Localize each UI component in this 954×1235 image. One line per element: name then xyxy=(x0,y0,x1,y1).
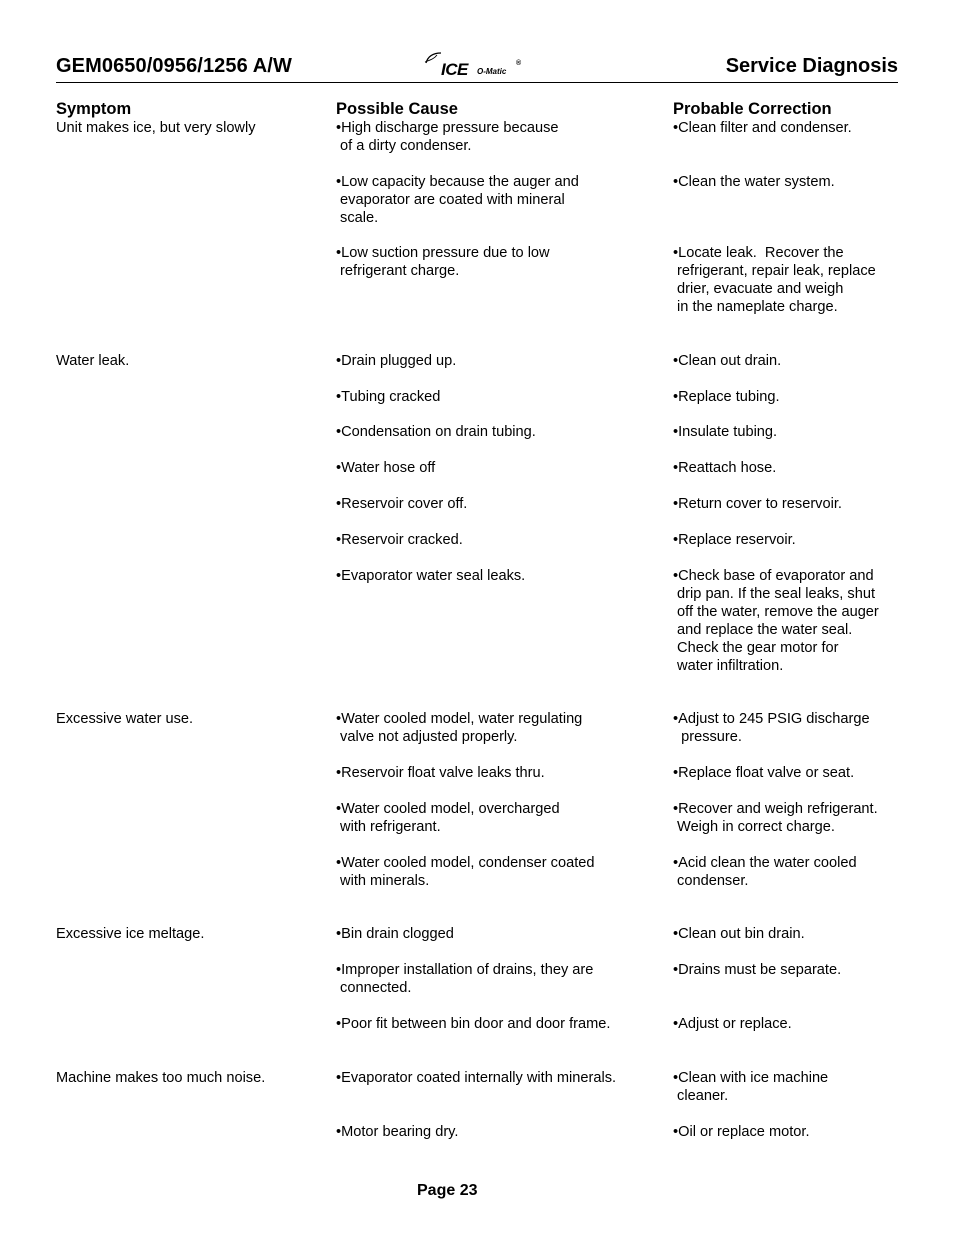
row-16-correction: •Drains must be separate. xyxy=(673,962,842,978)
row-8-cause: •Reservoir cover off. xyxy=(336,496,468,512)
row-7-cause: •Water hose off xyxy=(336,460,436,476)
row-6-correction: •Insulate tubing. xyxy=(673,424,778,440)
row-18-symptom: Machine makes too much noise. xyxy=(56,1070,266,1086)
logo-registered-mark: ® xyxy=(516,60,522,67)
logo-ice-text: ICE xyxy=(441,60,468,79)
row-18-correction: •Clean with ice machine cleaner. xyxy=(673,1070,829,1104)
row-4-correction: •Clean out drain. xyxy=(673,353,782,369)
row-17-correction: •Adjust or replace. xyxy=(673,1016,792,1032)
row-6-cause: •Condensation on drain tubing. xyxy=(336,424,536,440)
row-17-cause: •Poor fit between bin door and door frame. xyxy=(336,1016,611,1032)
row-3-correction: •Locate leak. Recover the refrigerant, repair leak, replace drier, evacuate and weigh in the nameplate charge. xyxy=(673,245,876,315)
row-2-cause: •Low capacity because the auger and evaporator are coated with mineral scale. xyxy=(336,174,579,226)
ice-o-matic-logo xyxy=(424,56,534,78)
row-12-cause: •Reservoir float valve leaks thru. xyxy=(336,765,545,781)
column-header-correction: Probable Correction xyxy=(673,100,832,118)
row-16-cause: •Improper installation of drains, they are connected. xyxy=(336,962,594,996)
column-header-symptom: Symptom xyxy=(56,100,132,118)
row-2-correction: •Clean the water system. xyxy=(673,174,835,190)
row-11-cause: •Water cooled model, water regulating valve not adjusted properly. xyxy=(336,711,583,745)
row-7-correction: •Reattach hose. xyxy=(673,460,777,476)
logo-swoosh-icon xyxy=(424,52,442,64)
row-13-correction: •Recover and weigh refrigerant. Weigh in correct charge. xyxy=(673,801,878,835)
row-1-cause: •High discharge pressure because of a dirty condenser. xyxy=(336,120,559,154)
row-8-correction: •Return cover to reservoir. xyxy=(673,496,842,512)
row-19-correction: •Oil or replace motor. xyxy=(673,1124,810,1140)
column-header-cause: Possible Cause xyxy=(336,100,458,118)
row-19-cause: •Motor bearing dry. xyxy=(336,1124,459,1140)
row-4-cause: •Drain plugged up. xyxy=(336,353,457,369)
row-4-symptom: Water leak. xyxy=(56,353,130,369)
row-18-cause: •Evaporator coated internally with minerals. xyxy=(336,1070,617,1086)
row-12-correction: •Replace float valve or seat. xyxy=(673,765,855,781)
section-title: Service Diagnosis xyxy=(725,55,898,77)
row-9-cause: •Reservoir cracked. xyxy=(336,532,463,548)
row-15-correction: •Clean out bin drain. xyxy=(673,926,805,942)
row-10-cause: •Evaporator water seal leaks. xyxy=(336,568,526,584)
row-11-correction: •Adjust to 245 PSIG discharge pressure. xyxy=(673,711,870,745)
row-14-cause: •Water cooled model, condenser coated with minerals. xyxy=(336,855,595,889)
row-1-correction: •Clean filter and condenser. xyxy=(673,120,852,136)
row-14-correction: •Acid clean the water cooled condenser. xyxy=(673,855,857,889)
logo-omatic-text: O-Matic xyxy=(477,67,507,76)
row-15-symptom: Excessive ice meltage. xyxy=(56,926,205,942)
row-13-cause: •Water cooled model, overcharged with refrigerant. xyxy=(336,801,560,835)
row-1-symptom: Unit makes ice, but very slowly xyxy=(56,120,256,136)
row-15-cause: •Bin drain clogged xyxy=(336,926,454,942)
row-5-cause: •Tubing cracked xyxy=(336,389,441,405)
row-11-symptom: Excessive water use. xyxy=(56,711,194,727)
row-10-correction: •Check base of evaporator and drip pan. If the seal leaks, shut off the water, remove the auger and replace the water seal. Check the gear motor for water infiltration. xyxy=(673,568,879,674)
page-header xyxy=(56,55,898,83)
row-9-correction: •Replace reservoir. xyxy=(673,532,796,548)
row-3-cause: •Low suction pressure due to low refrigerant charge. xyxy=(336,245,550,279)
row-5-correction: •Replace tubing. xyxy=(673,389,780,405)
model-number: GEM0650/0956/1256 A/W xyxy=(56,55,292,77)
page-number: Page 23 xyxy=(417,1182,478,1199)
